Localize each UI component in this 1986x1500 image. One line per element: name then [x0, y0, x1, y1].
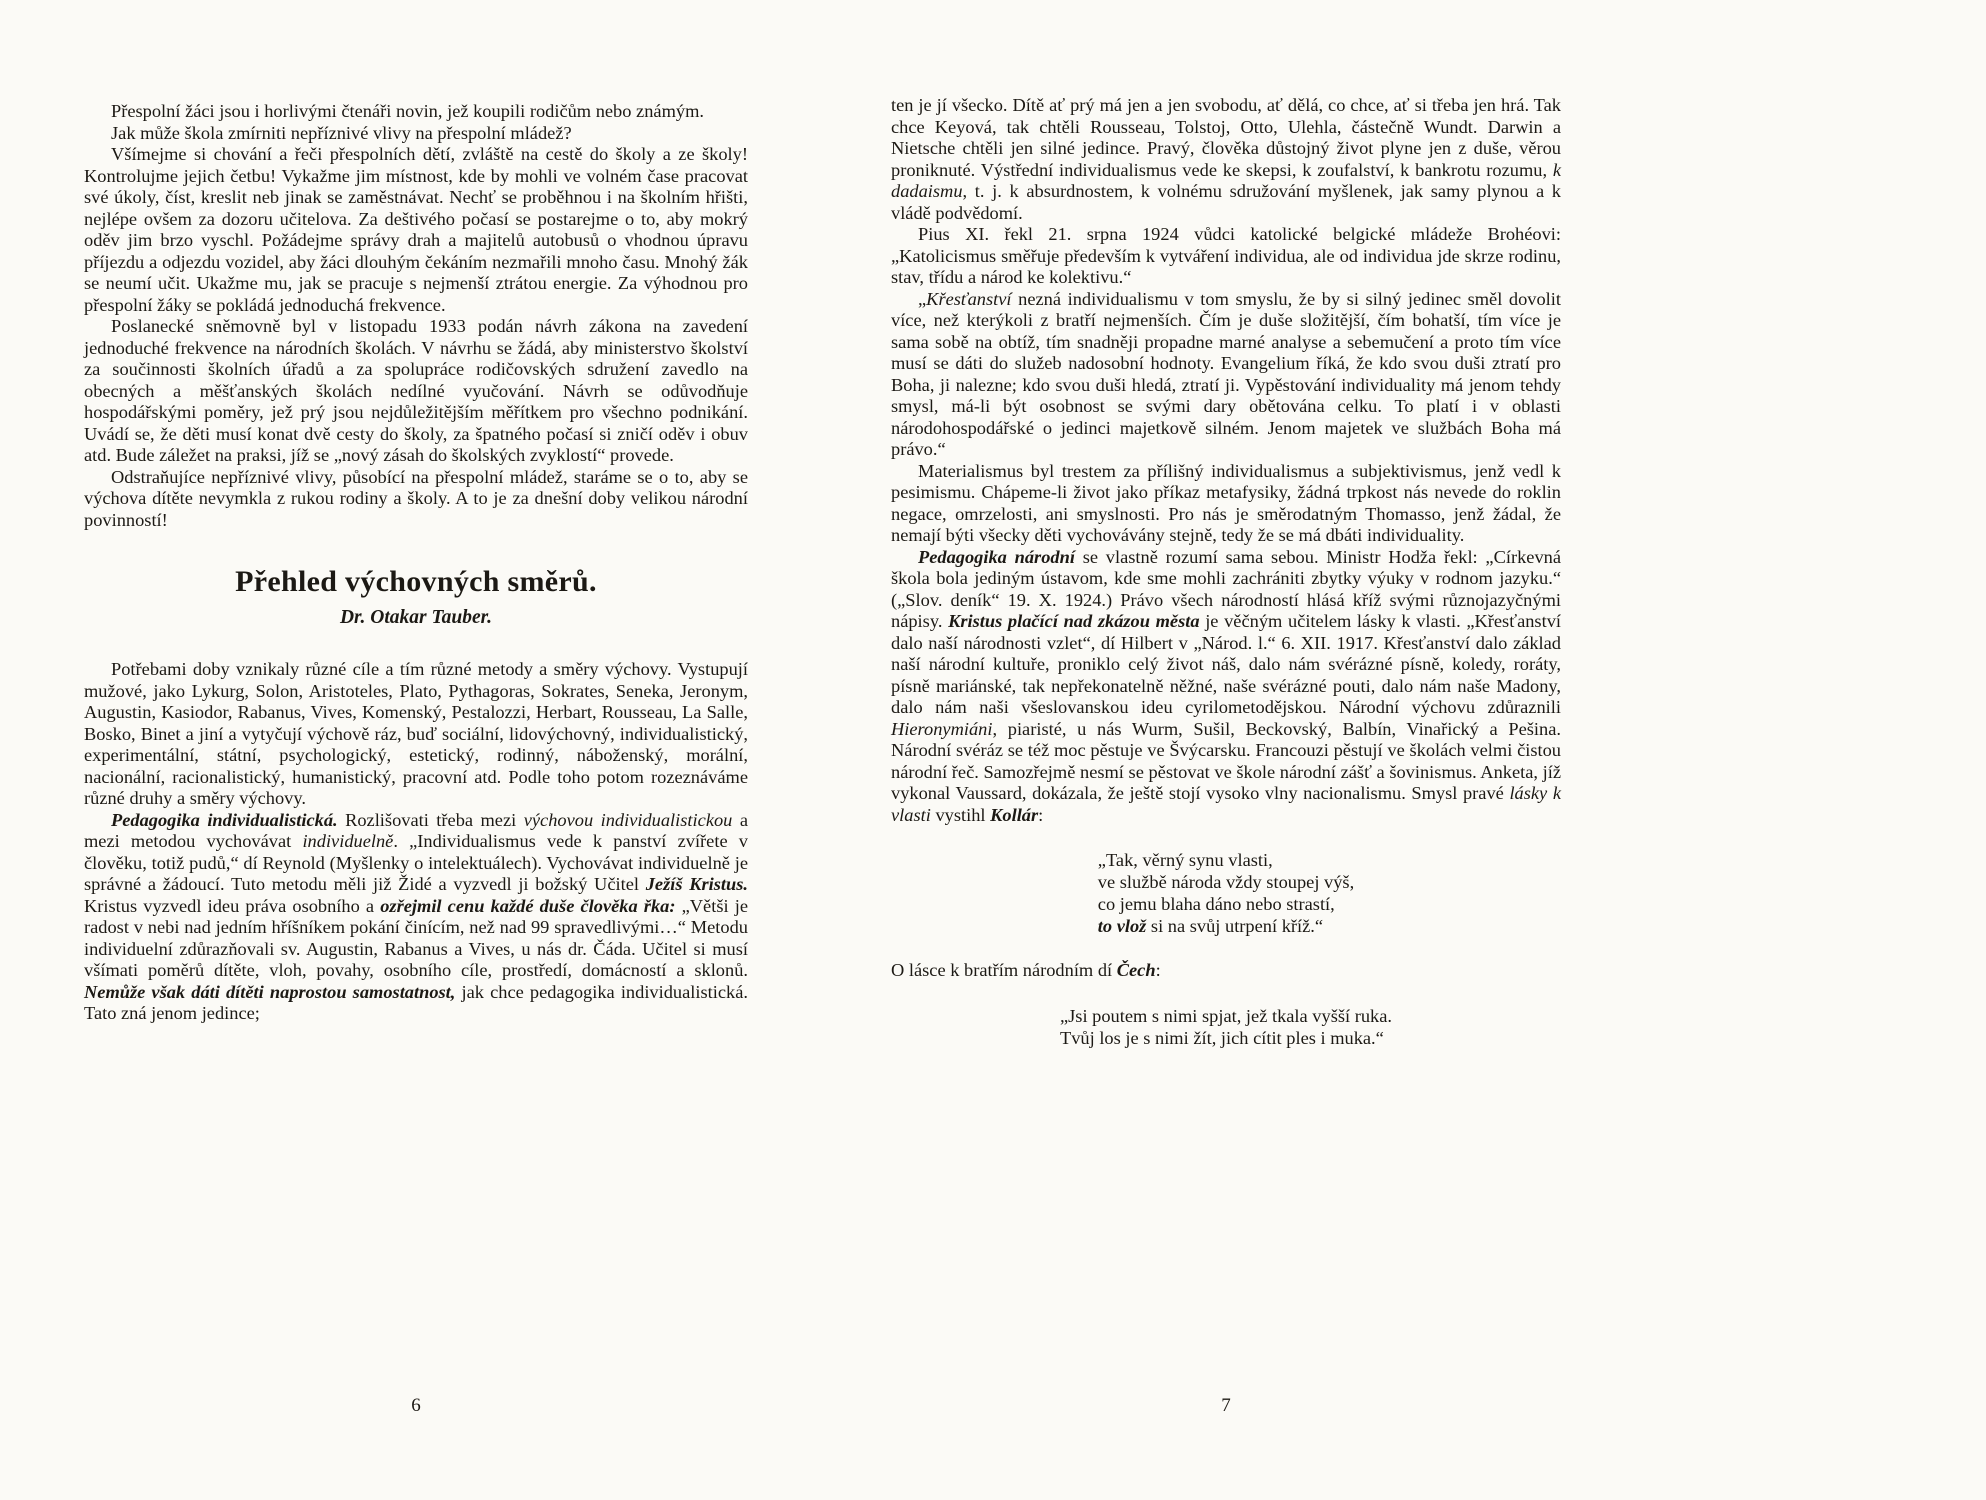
paragraph: Odstraňujíce nepříznivé vlivy, působící na přespolní mládež, staráme se o to, aby se výchova dítěte nevymkla z rukou rodiny a školy. A to je za dnešní doby velikou národní povinností!	[84, 466, 748, 530]
italic-text: výchovou individualistickou	[523, 809, 733, 830]
paragraph: Pedagogika národní se vlastně rozumí sama sebou. Ministr Hodža řekl: „Církevná škola bola jediným ústavom, kde sme mohli zachrániti zbytky výuky v rodnom jazyku.“ („Slov. deník“ 19. X. 1924.) Právo všech národností hlásá kříž svými různojazyčnými nápisy. Kristus plačící nad zkázou města je věčným učitelem lásky k vlasti. „Křesťanství dalo naší národnosti vzlet“, dí Hilbert v „Národ. l.“ 6. XII. 1917. Křesťanství dalo základ naší národní kultuře, proniklo celý život náš, dalo nám svérázné písně, koledy, roráty, písně mariánské, tak nepřekonatelně něžné, naše svérázné pouti, dalo nám naše Madony, dalo nám naši všeslovanskou ideu cyrilometodějskou. Národní výchovu zdůraznili Hieronymiáni, piaristé, u nás Wurm, Sušil, Beckovský, Balbín, Vinařický a Pešina. Národní svéráz se též moc pěstuje ve Švýcarsku. Francouzi pěstují ve školách velmi čistou národní řeč. Samozřejmě nesmí se pěstovat ve škole národní zášť a šovinismus. Anketa, jíž vykonal Vaussard, dokázala, že ještě stojí vysoko vlny nacionalismu. Smysl pravé lásky k vlasti vystihl Kollár:	[891, 546, 1562, 825]
paragraph: Jak může škola zmírniti nepříznivé vlivy na přespolní mládež?	[111, 122, 572, 143]
verse-line: „Jsi poutem s nimi spjat, jež tkala vyšší ruka.	[1059, 1005, 1392, 1026]
page-body	[84, 101, 748, 1025]
verse-line: Tvůj los je s nimi žít, jich cítit ples i muka.“	[1059, 1027, 1384, 1048]
paragraph: Všímejme si chování a řeči přespolních dětí, zvláště na cestě do školy a ze školy! Kontrolujme jejich četbu! Vykažme jim místnost, kde by mohli ve volném čase pracovat své úkoly, číst, kreslit neb jinak se zaměstnávat. Nechť se proběhnou i na školním hřišti, nejlépe ovšem za dozoru učitelova. Za deštivého počasí se postarejme o to, aby mokrý oděv jim brzo vyschl. Požádejme správy drah a majitelů autobusů o vhodnou úpravu příjezdu a odjezdu vozidel, aby žáci dlouhým čekáním nezmařili mnoho času. Mnohý žák se neumí učit. Ukažme mu, jak se pracuje s nejmenší ztrátou energie. Za výhodnou pro přespolní žáky se pokládá jednoduchá frekvence.	[84, 144, 748, 315]
page-right	[891, 95, 1561, 1072]
bold-italic-text: Pedagogika národní	[918, 546, 1075, 567]
italic-text: Hieronymiáni	[891, 718, 993, 739]
verse-block	[1098, 849, 1354, 937]
italic-text: Křesťanství	[926, 288, 1012, 309]
bold-italic-text: Pedagogika individualistická.	[111, 809, 338, 830]
page-number: 6	[411, 1395, 421, 1416]
verse-line: to vlož si na svůj utrpení kříž.“	[1097, 916, 1324, 936]
paragraph: „Křesťanství nezná individualismu v tom smyslu, že by si silný jedinec směl dovolit více, než kterýkoli z bratří nejmenších. Čím je duše složitější, čím bohatší, tím více je sama sobě na obtíž, tím snadněji propadne marné analyse a sebemučení a proto tím více musí se dáti do služeb nadosobní hodnoty. Evangelium říká, že kdo svou duši ztratí pro Boha, ji nalezne; kdo svou duši hledá, ztratí ji. Vypěstování individuality má jenom tehdy smysl, má-li být osobnost se svými dary obětována celku. To platí i v oblasti národohospodářské o jedinci majetkově silném. Jenom majetek ve službách Boha má právo.“	[891, 288, 1561, 459]
bold-italic-text: to vlož	[1097, 916, 1147, 936]
page-number: 7	[1221, 1395, 1231, 1416]
paragraph: Potřebami doby vznikaly různé cíle a tím různé metody a směry výchovy. Vystupují mužové, jako Lykurg, Solon, Aristoteles, Plato, Pythagoras, Sokrates, Seneka, Jeronym, Augustin, Kasiodor, Rabanus, Vives, Komenský, Pestalozzi, Herbart, Rousseau, La Salle, Bosko, Binet a jiní a vytyčují výchově ráz, buď sociální, lidovýchovný, individualistický, experimentální, státní, psychologický, estetický, rodinný, náboženský, morální, nacionální, racionalistický, humanistický, pracovní atd. Podle toho potom rozeznáváme různé druhy a směry výchovy.	[84, 659, 748, 808]
paragraph: Poslanecké sněmovně byl v listopadu 1933 podán návrh zákona na zavedení jednoduché frekvence na národních školách. V návrhu se žádá, aby ministerstvo školství za součinnosti školních úřadů a za spolupráce rodičovských sdružení zavedlo na obecných a měšťanských školách nedílné vyučování. Návrh se odůvodňuje hospodářskými poměry, jež prý jsou nejdůležitějším měřítkem pro všechno podnikání. Uvádí se, že děti musí konat dvě cesty do školy, za špatného počasí si zničí oděv i obuv atd. Bude záležet na praksi, jíž se „nový zásah do školských zvyklostí“ provede.	[84, 316, 748, 465]
paragraph: Přespolní žáci jsou i horlivými čtenáři novin, jež koupili rodičům nebo známým.	[111, 101, 704, 121]
paragraph: Materialismus byl trestem za přílišný individualismus a subjektivismus, jenž vedl k pesimismu. Chápeme-li život jako příkaz metafysiky, žádná trpkost nás nevede do roklin negace, omrzelosti, ani smyslnosti. Pro nás je směrodatným Thomasso, jenž žádal, že nemají býti všecky děti vychovávány stejně, tedy že se má dbáti individuality.	[891, 460, 1561, 545]
bold-italic-text: Kristus plačící nad zkázou města	[948, 611, 1200, 631]
bold-italic-text: Nemůže však dáti dítěti naprostou samostatnost,	[84, 981, 456, 1002]
page-body	[891, 95, 1561, 1049]
bold-italic-text: Kollár	[990, 804, 1039, 825]
verse-line: co jemu blaha dáno nebo strastí,	[1097, 894, 1335, 914]
section-heading: Přehled výchovných směrů.	[235, 565, 597, 598]
verse-block	[1060, 1005, 1392, 1049]
verse	[891, 849, 1561, 937]
bold-italic-text: ozřejmil cenu každé duše člověka řka:	[380, 895, 676, 916]
italic-text: k dadaismu	[891, 159, 1561, 201]
paragraph: ten je jí všecko. Dítě ať prý má jen a jen svobodu, ať dělá, co chce, ať si třeba jen hrá. Tak chce Keyová, tak chtěli Rousseau, Tolstoj, Otto, Ulehla, částečně Wundt. Darwin a Nietsche chtěli jen silné jedince. Pravý, člověka důstojný život plyne jen z duše, věrou proniknuté. Výstřední individualismus vede ke skepsi, k zoufalství, k bankrotu rozumu, k dadaismu, t. j. k absurdnostem, k volnému sdružování myšlenek, jak samy plynou a k vládě podvědomí.	[891, 95, 1561, 223]
italic-text: lásky k vlasti	[891, 783, 1561, 825]
paragraph: Pedagogika individualistická. Rozlišovati třeba mezi výchovou individualistickou a mezi metodou vychovávat individuelně. „Individualismus vede k panství zvířete v člověku, totiž pudů,“ dí Reynold (Myšlenky o intelektuálech). Vychovávat individuelně je správné a žádoucí. Tuto metodu měli již Židé a vyzvedl ji božský Učitel Ježíš Kristus. Kristus vyzvedl ideu práva osobního a ozřejmil cenu každé duše člověka řka: „Větši je radost v nebi nad jedním hříšníkem pokání činícím, než nad 99 spravedlivými…“ Metodu individuelní zdůrazňovali sv. Augustin, Rabanus a Vives, u nás dr. Čáda. Učitel si musí všímati poměrů dítěte, vloh, povahy, osobního cíle, prostředí, domácností a sklonů. Nemůže však dáti dítěti naprostou samostatnost, jak chce pedagogika individualistická. Tato zná jenom jedince;	[84, 809, 748, 1023]
verse-line: „Tak, věrný synu vlasti,	[1097, 850, 1273, 870]
author-line: Dr. Otakar Tauber.	[339, 607, 493, 628]
italic-text: individuelně	[302, 831, 394, 851]
paragraph: O lásce k bratřím národním dí Čech:	[891, 960, 1161, 980]
page-left	[84, 101, 748, 1025]
verse	[891, 1005, 1561, 1049]
bold-italic-text: Ježíš Kristus.	[645, 874, 748, 894]
verse-line: ve službě národa vždy stoupej výš,	[1097, 872, 1355, 892]
bold-italic-text: Čech	[1116, 960, 1156, 980]
paragraph: Pius XI. řekl 21. srpna 1924 vůdci katolické belgické mládeže Brohéovi: „Katolicismus směřuje především k vytváření individua, ale od individua jde skrze rodinu, stav, třídu a národ ke kolektivu.“	[891, 224, 1561, 287]
